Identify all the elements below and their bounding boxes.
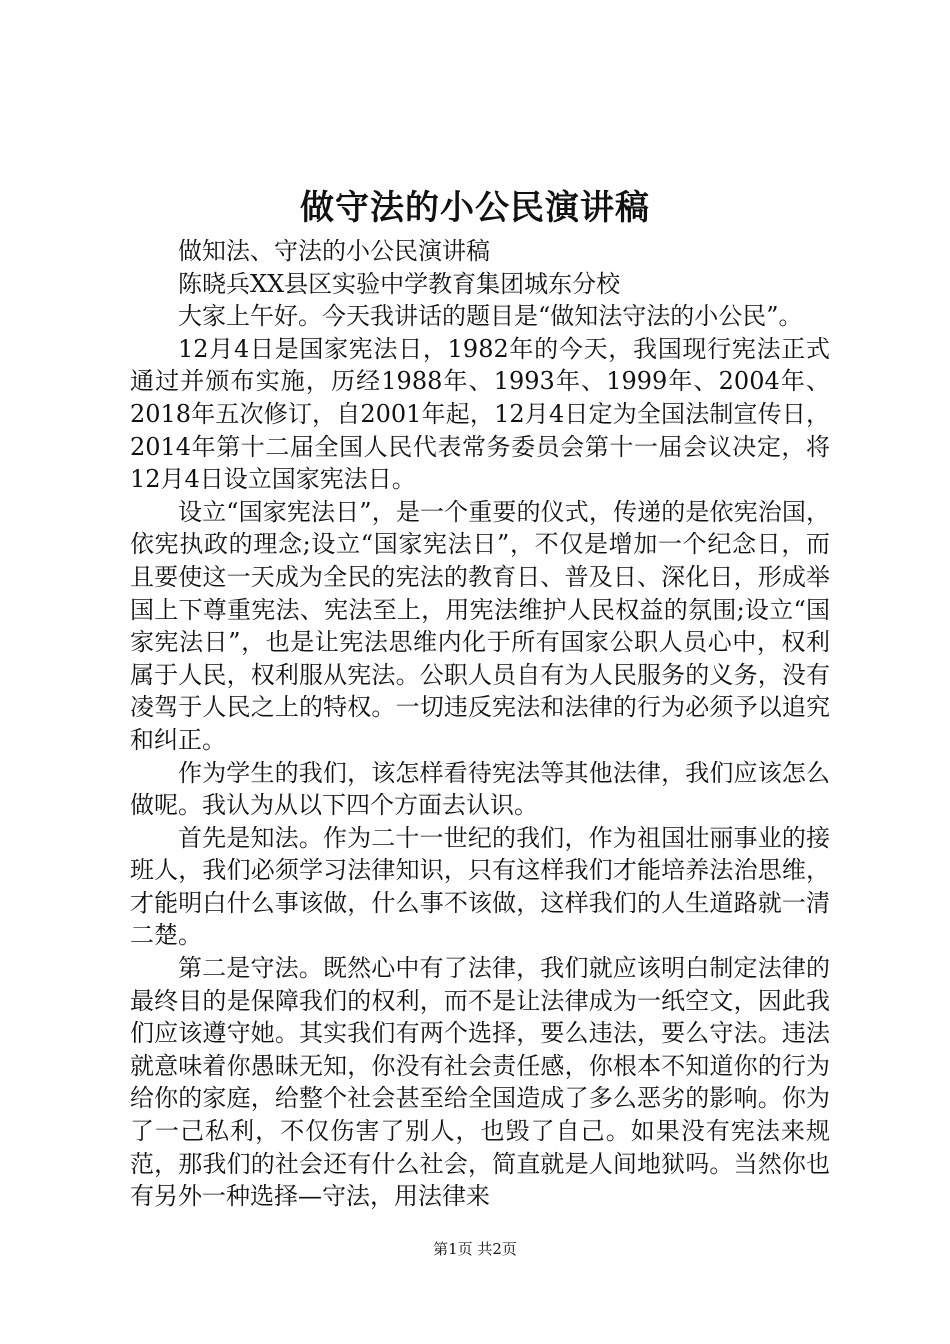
paragraph: 设立“国家宪法日”，是一个重要的仪式，传递的是依宪治国，依宪执政的理念;设立“国家宪法日”，不仅是增加一个纪念日，而且要使这一天成为全民的宪法的教育日、普及日、深化日，形成举国上下尊重宪法、宪法至上，用宪法维护人民权益的氛围;设立“国家宪法日”，也是让宪法思维内化于所有国家公职人员心中，权利属于人民，权利服从宪法。公职人员自有为人民服务的义务，没有凌驾于人民之上的特权。一切违反宪法和法律的行为必须予以追究和纠正。 — [130, 497, 830, 754]
document-body — [130, 235, 830, 1213]
document-title: 做守法的小公民演讲稿 — [300, 188, 650, 228]
page-number-footer: 第1页 共2页 — [433, 1240, 517, 1258]
paragraph-greeting: 大家上午好。今天我讲话的题目是“做知法守法的小公民”。 — [178, 302, 803, 331]
paragraph-subtitle: 做知法、守法的小公民演讲稿 — [178, 237, 490, 265]
paragraph: 作为学生的我们，该怎样看待宪法等其他法律，我们应该怎么做呢。我认为从以下四个方面去认识。 — [130, 758, 830, 820]
paragraph-author: 陈晓兵XX县区实验中学教育集团城东分校 — [178, 269, 621, 298]
paragraph: 首先是知法。作为二十一世纪的我们，作为祖国壮丽事业的接班人，我们必须学习法律知识，只有这样我们才能培养法治思维，才能明白什么事该做，什么事不该做，这样我们的人生道路就一清二楚。 — [130, 823, 830, 950]
paragraph: 第二是守法。既然心中有了法律，我们就应该明白制定法律的最终目的是保障我们的权利，而不是让法律成为一纸空文，因此我们应该遵守她。其实我们有两个选择，要么违法，要么守法。违法就意味着你愚昧无知，你没有社会责任感，你根本不知道你的行为给你的家庭，给整个社会甚至给全国造成了多么恶劣的影响。你为了一己私利，不仅伤害了别人，也毁了自己。如果没有宪法来规范，那我们的社会还有什么社会，简直就是人间地狱吗。当然你也有另外一种选择—守法，用法律来 — [130, 954, 830, 1211]
paragraph: 12月4日是国家宪法日，1982年的今天，我国现行宪法正式通过并颁布实施，历经1988年、1993年、1999年、2004年、2018年五次修订，自2001年起，12月4日定为全国法制宣传日，2014年第十二届全国人民代表常务委员会第十一届会议决定，将12月4日设立国家宪法日。 — [130, 334, 830, 494]
